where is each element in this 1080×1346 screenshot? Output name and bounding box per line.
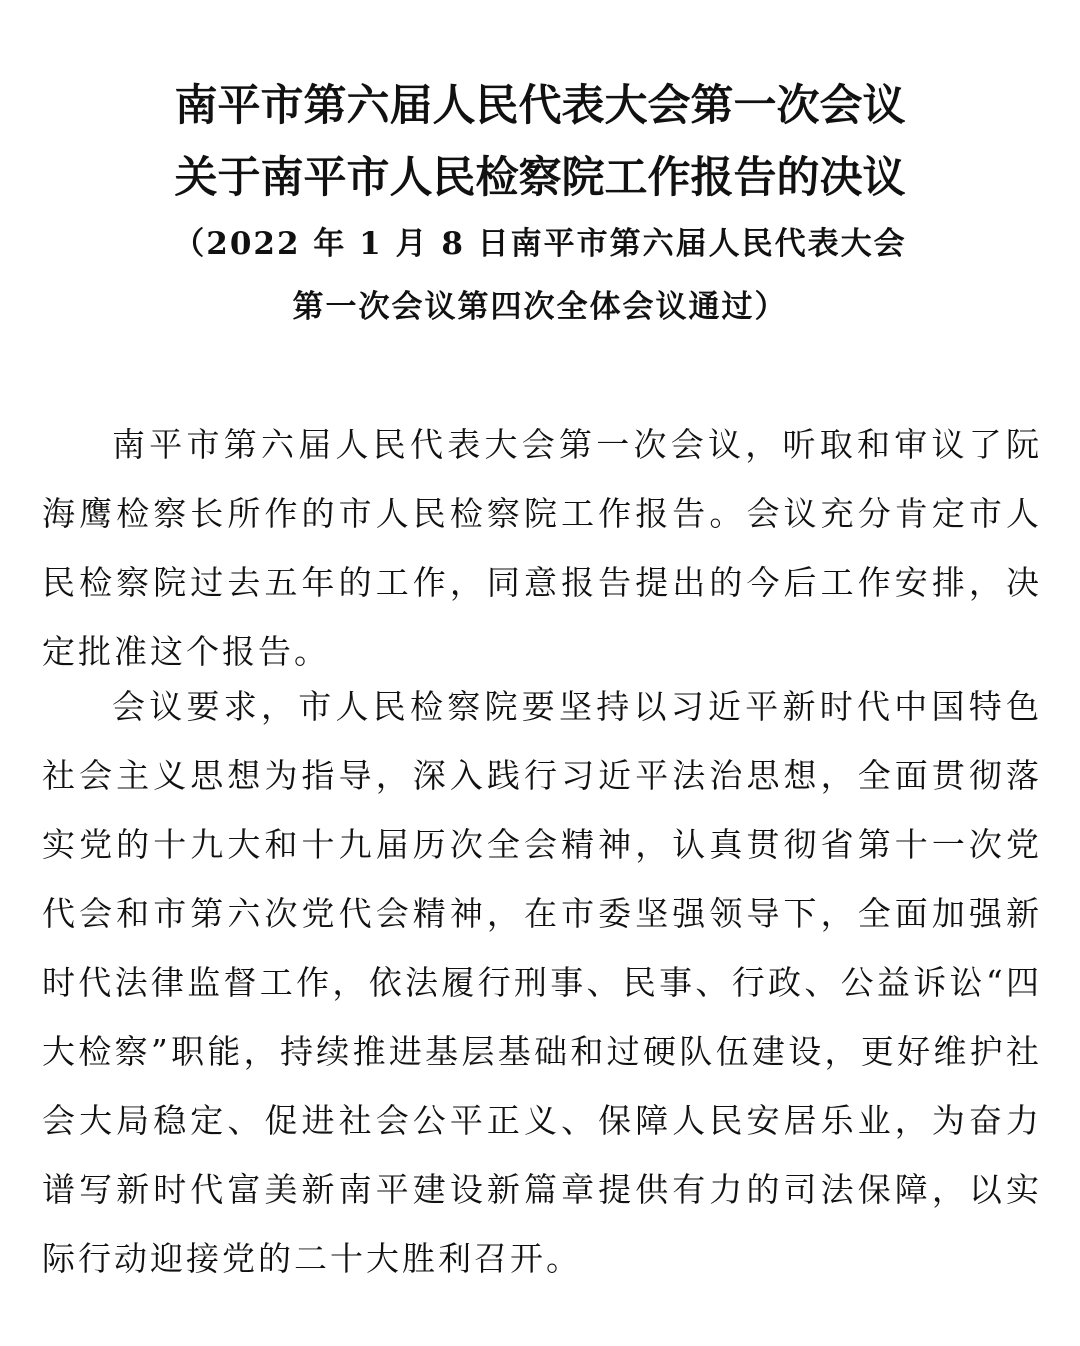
adoption-note-line-1: （2022 年 1 月 8 日南平市第六届人民代表大会 [173,226,907,262]
body-paragraph-2-block [42,672,1042,1293]
body-paragraph-1-block [42,410,1042,686]
document-title-line-2: 关于南平市人民检察院工作报告的决议 [174,153,906,203]
adoption-note-line-2: 第一次会议第四次全体会议通过） [292,289,788,325]
body-paragraph-2: 会议要求，市人民检察院要坚持以习近平新时代中国特色社会主义思想为指导，深入践行习近平法治思想，全面贯彻落实党的十九大和十九届历次全会精神，认真贯彻省第十一次党代会和市第六次党代会精神，在市委坚强领导下，全面加强新时代法律监督工作，依法履行刑事、民事、行政、公益诉讼“四大检察”职能，持续推进基层基础和过硬队伍建设，更好维护社会大局稳定、促进社会公平正义、保障人民安居乐业，为奋力谱写新时代富美新南平建设新篇章提供有力的司法保障，以实际行动迎接党的二十大胜利召开。 [42,687,1042,1278]
body-paragraph-1: 南平市第六届人民代表大会第一次会议，听取和审议了阮海鹰检察长所作的市人民检察院工作报告。会议充分肯定市人民检察院过去五年的工作，同意报告提出的今后工作安排，决定批准这个报告。 [42,425,1042,671]
document-title-line-1: 南平市第六届人民代表大会第一次会议 [174,81,906,131]
